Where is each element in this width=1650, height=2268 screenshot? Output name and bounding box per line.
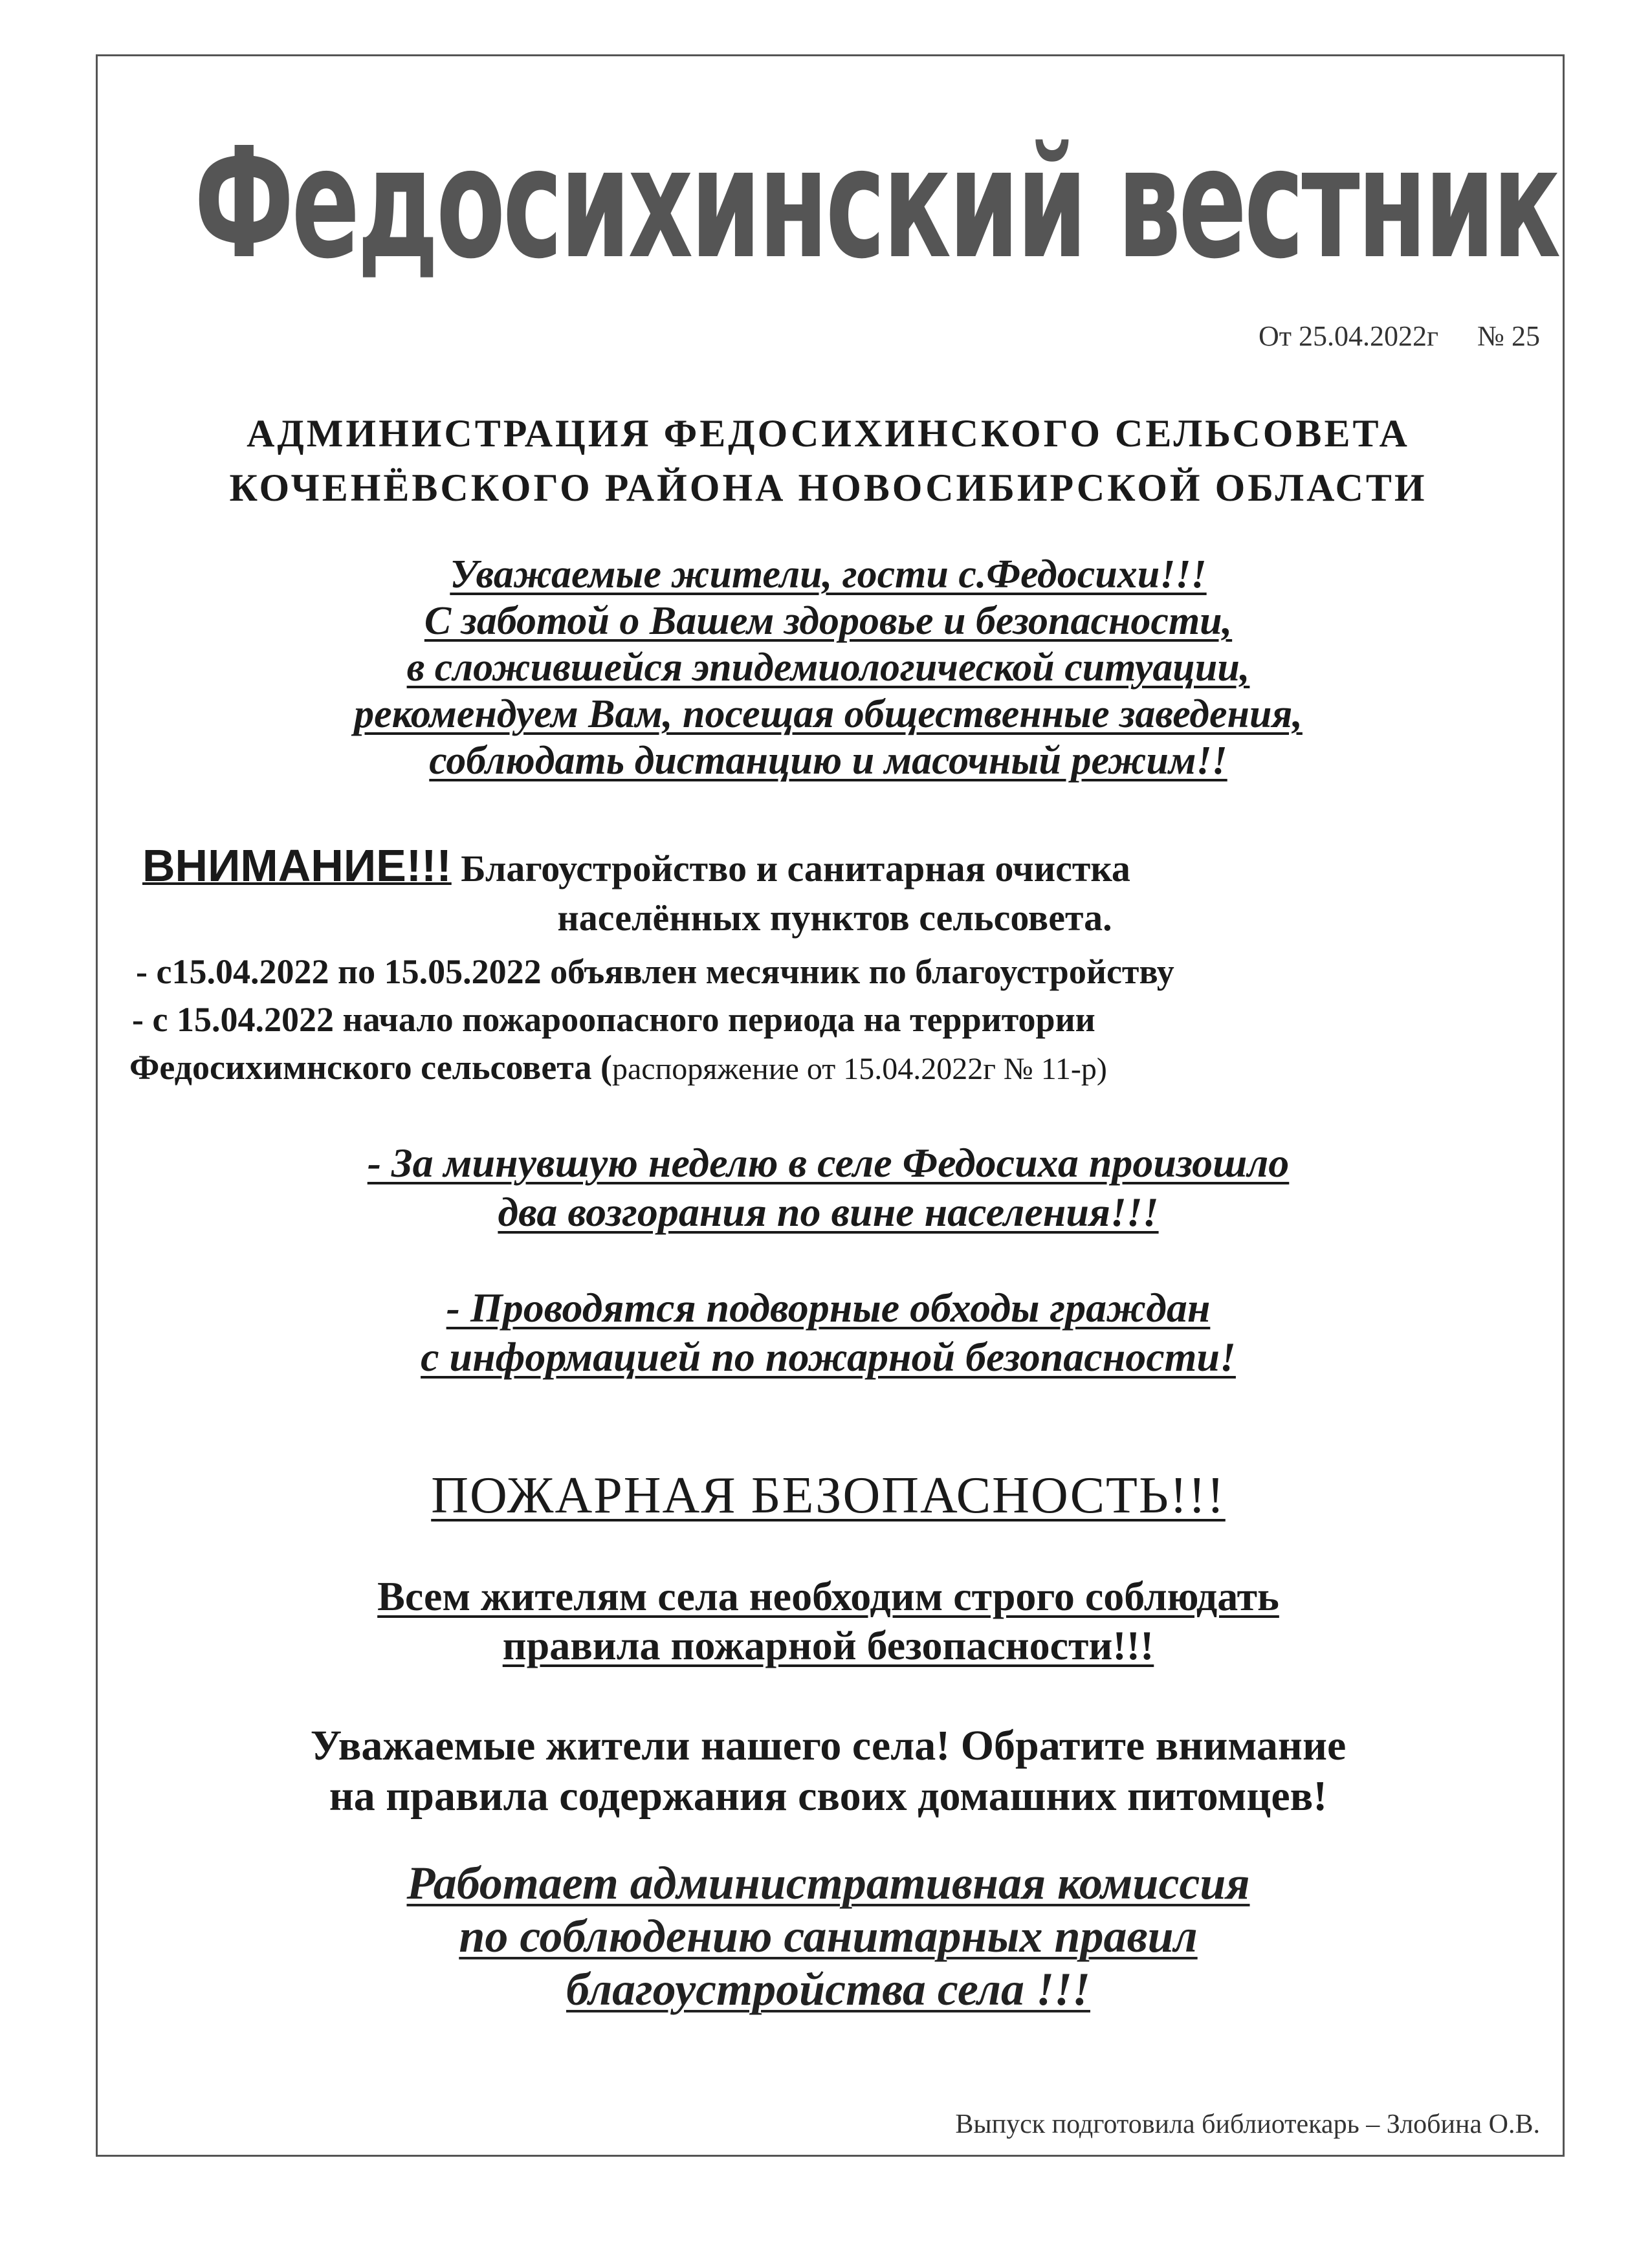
appeal-line: в сложившейся эпидемиологической ситуации, xyxy=(406,646,1250,690)
fire-safety-rules xyxy=(104,1572,1553,1670)
attention-item: - с15.04.2022 по 15.05.2022 объявлен месячник по благоустройству xyxy=(136,952,1174,991)
covid-appeal xyxy=(104,551,1553,784)
fire-note-line-1: - За минувшую неделю в селе Федосиха произошло xyxy=(367,1140,1290,1186)
issue-credit: Выпуск подготовила библиотекарь – Злобина О.В. xyxy=(955,2110,1540,2139)
attention-item: - с 15.04.2022 начало пожароопасного периода на территории xyxy=(132,1000,1095,1039)
pets-line-2: на правила содержания своих домашних питомцев! xyxy=(329,1772,1328,1820)
administration-line-2: КОЧЕНЁВСКОГО РАЙОНА НОВОСИБИРСКОЙ ОБЛАСТИ xyxy=(229,466,1427,509)
fire-safety-heading: ПОЖАРНАЯ БЕЗОПАСНОСТЬ!!! xyxy=(431,1467,1226,1524)
attention-section xyxy=(142,841,1527,943)
issue-info xyxy=(1259,320,1540,353)
administration-line-1: АДМИНИСТРАЦИЯ ФЕДОСИХИНСКОГО СЕЛЬСОВЕТА xyxy=(247,412,1410,455)
commission-line-1: Работает административная комиссия xyxy=(406,1857,1250,1909)
appeal-line: Уважаемые жители, гости с.Федосихи!!! xyxy=(450,552,1207,596)
fire-incidents-note xyxy=(104,1139,1553,1237)
sanitary-commission-notice xyxy=(104,1857,1553,2016)
page-border xyxy=(96,54,1565,2157)
attention-item xyxy=(129,1044,1107,1093)
fire-note-line-2: два возгорания по вине населения!!! xyxy=(498,1189,1159,1235)
attention-item-main: Федосихимнского сельсовета ( xyxy=(129,1048,612,1087)
door-to-door-visits-note xyxy=(104,1283,1553,1382)
fire-rules-line-1: Всем жителям села необходим строго соблюдать xyxy=(377,1573,1279,1619)
commission-line-2: по соблюдению санитарных правил xyxy=(459,1910,1198,1962)
attention-title-part-1: Благоустройство и санитарная очистка xyxy=(461,847,1130,889)
pets-line-1: Уважаемые жители нашего села! Обратите внимание xyxy=(310,1722,1347,1769)
attention-title-part-2: населённых пунктов сельсовета. xyxy=(557,897,1112,939)
visits-line-2: с информацией по пожарной безопасности! xyxy=(421,1334,1236,1380)
appeal-line: соблюдать дистанцию и масочный режим!! xyxy=(429,739,1227,783)
decree-reference: распоряжение от 15.04.2022г № 11-р) xyxy=(611,1052,1107,1086)
attention-alert: ВНИМАНИЕ!!! xyxy=(142,840,452,891)
visits-line-1: - Проводятся подворные обходы граждан xyxy=(446,1285,1211,1331)
appeal-line: рекомендуем Вам, посещая общественные заведения, xyxy=(354,692,1303,736)
issue-date: От 25.04.2022г xyxy=(1258,320,1439,352)
administration-heading xyxy=(104,406,1553,515)
newspaper-masthead: Федосихинский вестник xyxy=(194,114,1559,292)
commission-line-3: благоустройства села !!! xyxy=(566,1963,1090,2015)
pets-notice xyxy=(104,1721,1553,1822)
fire-rules-line-2: правила пожарной безопасности!!! xyxy=(502,1622,1154,1668)
issue-number: № 25 xyxy=(1477,320,1540,352)
appeal-line: С заботой о Вашем здоровье и безопасности, xyxy=(424,599,1233,643)
